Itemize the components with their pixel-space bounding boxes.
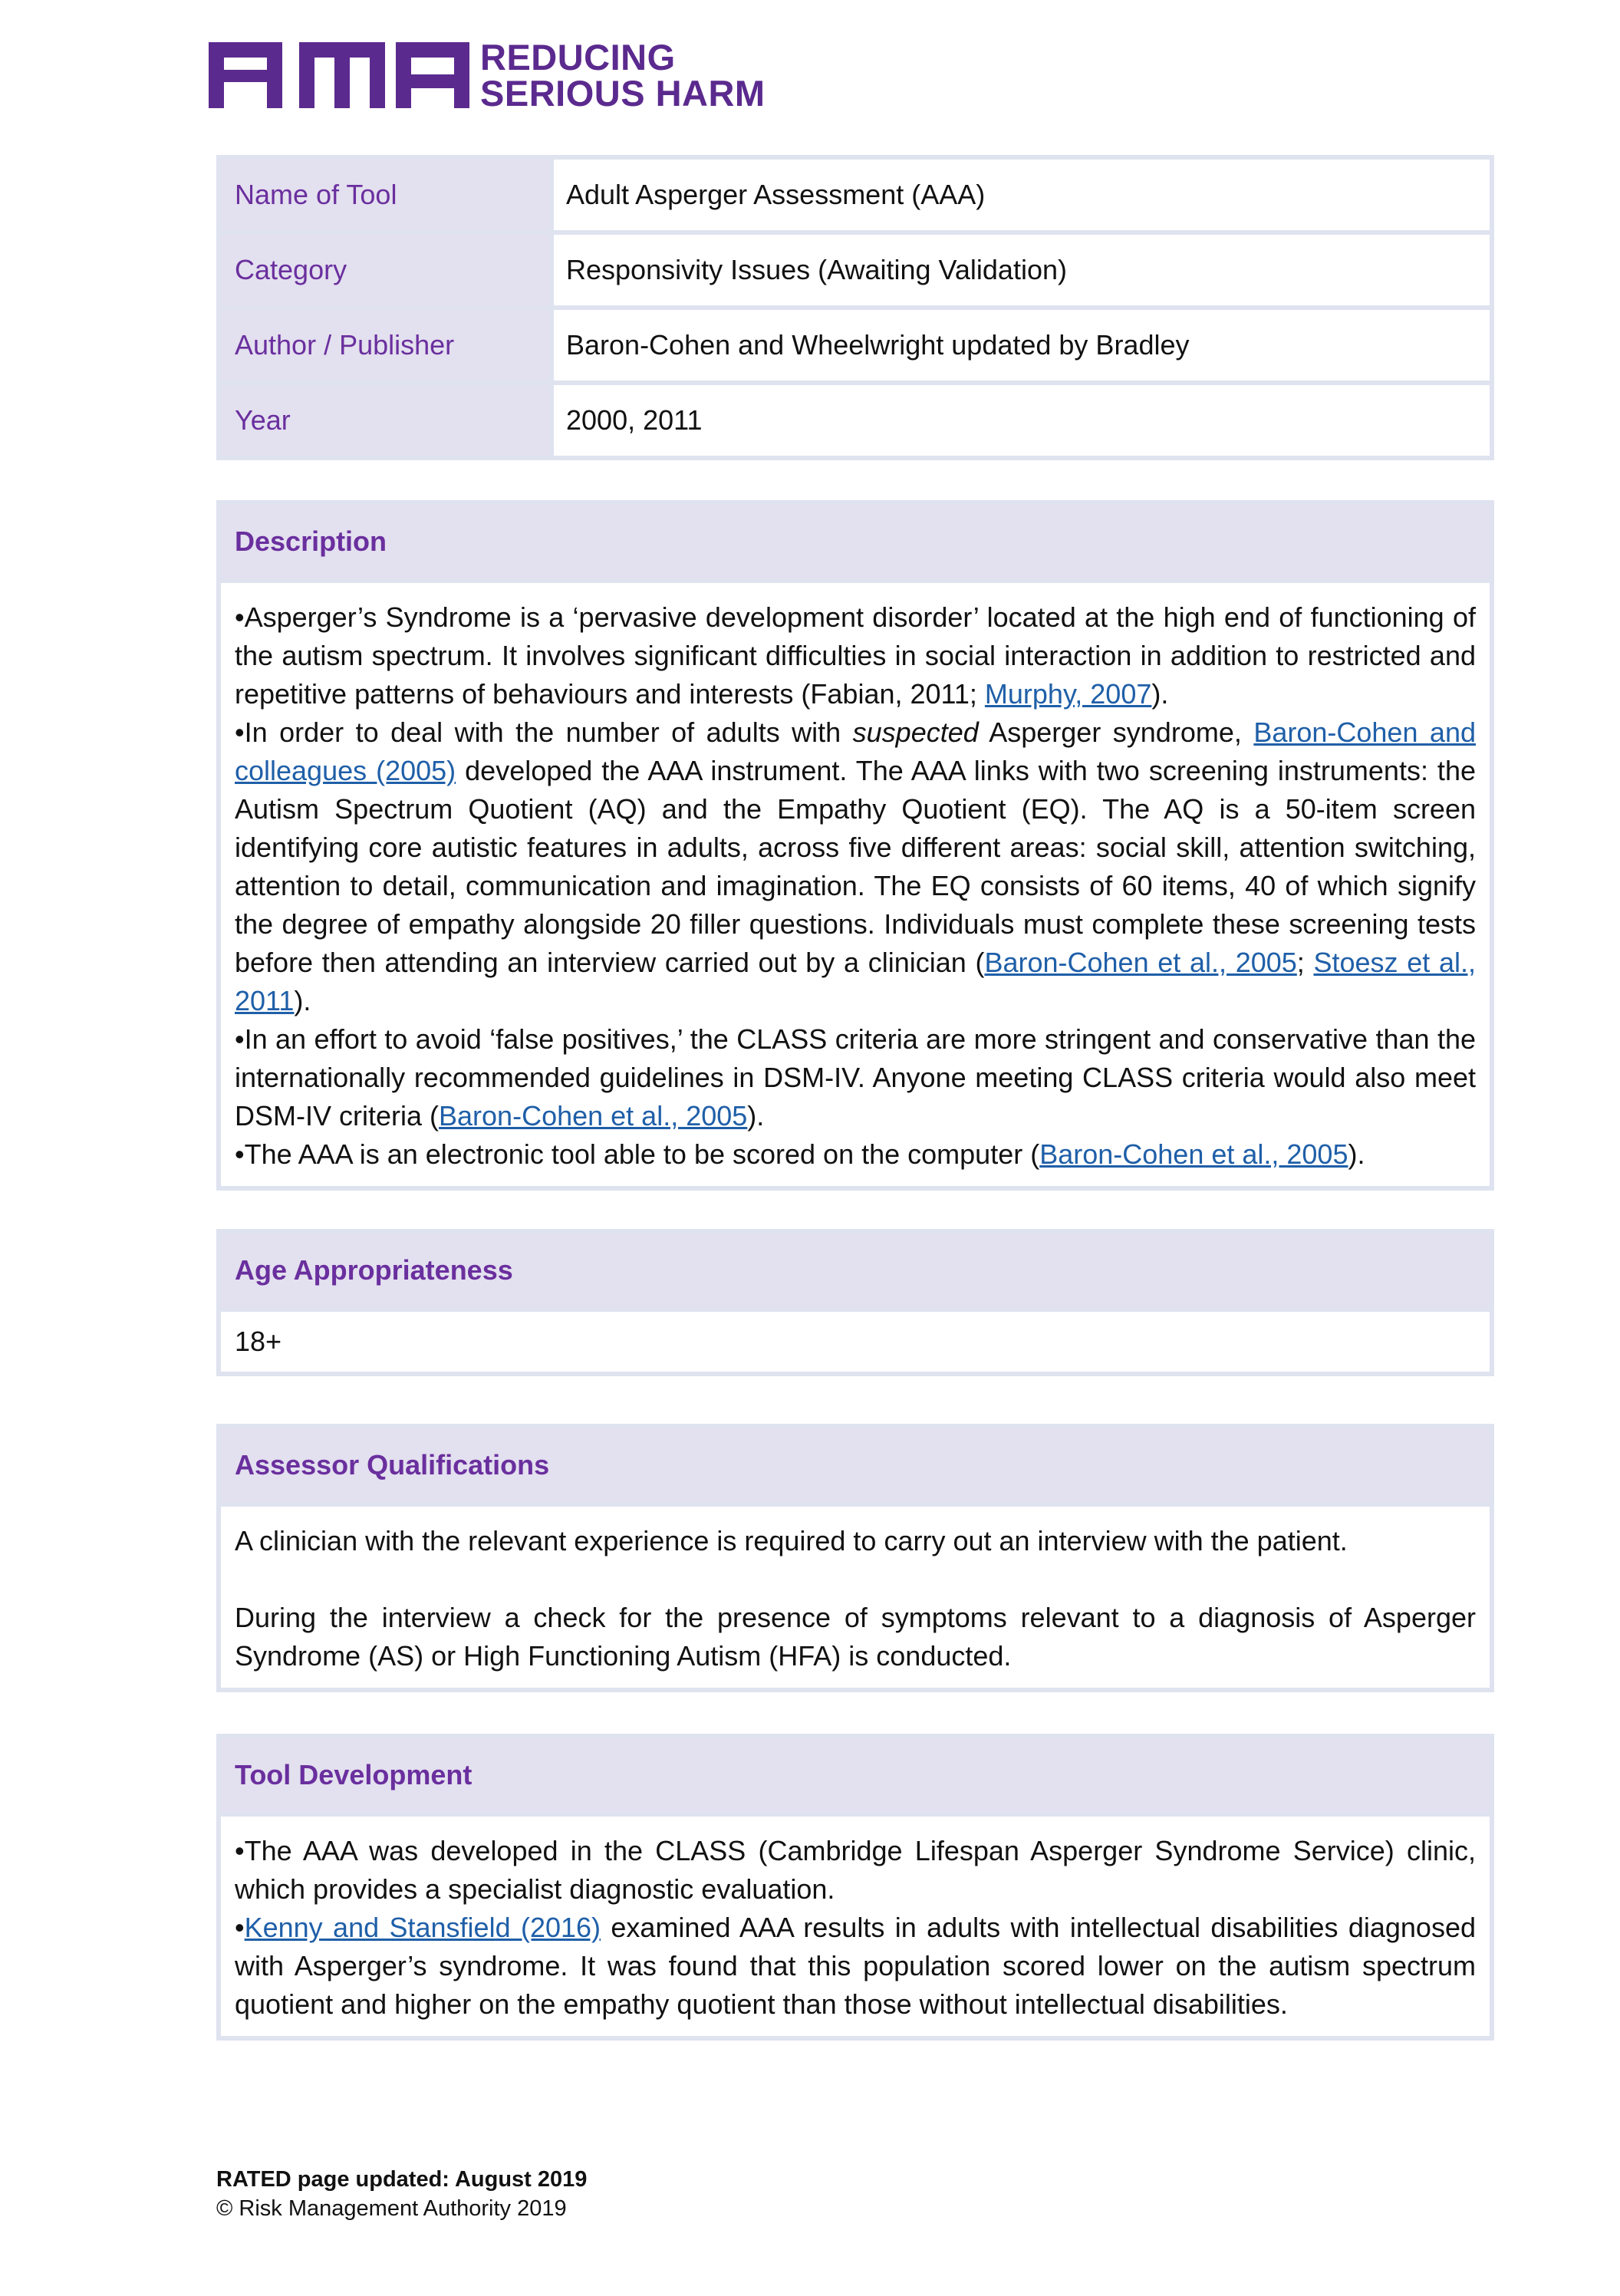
year-value: 2000, 2011 bbox=[554, 385, 1490, 456]
qualifications-paragraph-1: A clinician with the relevant experience is required to carry out an interview with the patient. bbox=[235, 1525, 1348, 1556]
development-bullet-2: •Kenny and Stansfield (2016) examined AAA results in adults with intellectual disabilities diagnosed with Asperger’s syndrome. It was found that this population scored lower on the autism spectrum quotient and higher on the empathy quotient than those without intellectual disabilities. bbox=[235, 1912, 1476, 2020]
description-bullet-2: •In order to deal with the number of adults with suspected Asperger syndrome, Baron-Cohen and colleagues (2005) developed the AAA instrument. The AAA links with two screening instruments: the Autism Spectrum Quotient (AQ) and the Empathy Quotient (EQ). The AQ is a 50-item screen identifying core autistic features in adults, across five different areas: social skill, attention switching, attention to detail, communication and imagination. The EQ consists of 60 items, 40 of which signify the degree of empathy alongside 20 filler questions. Individuals must complete these screening tests before then attending an interview carried out by a clinician (Baron-Cohen et al., 2005; Stoesz et al., 2011). bbox=[235, 716, 1476, 1016]
tagline-line-2: SERIOUS HARM bbox=[480, 73, 766, 114]
baron-cohen-2005-link[interactable]: Baron-Cohen et al., 2005 bbox=[439, 1100, 748, 1132]
baron-cohen-2005-link[interactable]: Baron-Cohen et al., 2005 bbox=[984, 947, 1297, 978]
description-heading: Description bbox=[221, 505, 1490, 578]
tool-development-heading: Tool Development bbox=[221, 1738, 1490, 1812]
tool-development-body bbox=[221, 1817, 1490, 2036]
tool-info-table bbox=[216, 155, 1494, 460]
description-section bbox=[216, 500, 1494, 1191]
category-value: Responsivity Issues (Awaiting Validation) bbox=[554, 235, 1490, 305]
age-value: 18+ bbox=[235, 1326, 282, 1357]
copyright: © Risk Management Authority 2019 bbox=[216, 2196, 567, 2221]
updated-date: RATED page updated: August 2019 bbox=[216, 2167, 588, 2192]
logo-tagline bbox=[480, 37, 766, 114]
name-of-tool-value: Adult Asperger Assessment (AAA) bbox=[554, 160, 1490, 230]
development-bullet-1: •The AAA was developed in the CLASS (Cambridge Lifespan Asperger Syndrome Service) clinic, which provides a specialist diagnostic evaluation. bbox=[235, 1835, 1476, 1905]
name-of-tool-label: Name of Tool bbox=[221, 160, 549, 230]
assessor-qualifications-section bbox=[216, 1424, 1494, 1692]
qualifications-paragraph-2: During the interview a check for the presence of symptoms relevant to a diagnosis of Asperger Syndrome (AS) or High Functioning Autism (HFA) is conducted. bbox=[235, 1602, 1476, 1672]
assessor-qualifications-heading: Assessor Qualifications bbox=[221, 1428, 1490, 1502]
kenny-stansfield-2016-link[interactable]: Kenny and Stansfield (2016) bbox=[244, 1912, 601, 1943]
description-bullet-3: •In an effort to avoid ‘false positives,’ the CLASS criteria are more stringent and conservative than the internationally recommended guidelines in DSM-IV. Anyone meeting CLASS criteria would also meet DSM-IV criteria (Baron-Cohen et al., 2005). bbox=[235, 1023, 1476, 1132]
category-label: Category bbox=[221, 235, 549, 305]
age-appropriateness-heading: Age Appropriateness bbox=[221, 1234, 1490, 1307]
murphy-2007-link[interactable]: Murphy, 2007 bbox=[984, 678, 1152, 710]
tool-development-section bbox=[216, 1734, 1494, 2041]
rma-logo bbox=[209, 37, 766, 114]
age-appropriateness-section bbox=[216, 1229, 1494, 1376]
description-bullet-1: •Asperger’s Syndrome is a ‘pervasive development disorder’ located at the high end of functioning of the autism spectrum. It involves significant difficulties in social interaction in addition to restricted and repetitive patterns of behaviours and interests (Fabian, 2011; Murphy, 2007). bbox=[235, 601, 1476, 710]
author-publisher-label: Author / Publisher bbox=[221, 310, 549, 380]
baron-cohen-colleagues-2005-link[interactable]: Baron-Cohen and colleagues (2005) bbox=[235, 716, 1476, 786]
year-label: Year bbox=[221, 385, 549, 456]
baron-cohen-2005-link[interactable]: Baron-Cohen et al., 2005 bbox=[1039, 1138, 1348, 1170]
description-body bbox=[221, 583, 1490, 1186]
rma-logo-mark bbox=[209, 42, 469, 108]
description-bullet-4: •The AAA is an electronic tool able to be scored on the computer (Baron-Cohen et al., 2005). bbox=[235, 1138, 1365, 1170]
author-publisher-value: Baron-Cohen and Wheelwright updated by Bradley bbox=[554, 310, 1490, 380]
stoesz-2011-link[interactable]: Stoesz et al., 2011 bbox=[235, 947, 1476, 1016]
assessor-qualifications-body bbox=[221, 1507, 1490, 1688]
tagline-line-1: REDUCING bbox=[480, 37, 676, 77]
page-footer bbox=[216, 2165, 587, 2223]
age-appropriateness-body bbox=[221, 1312, 1490, 1372]
